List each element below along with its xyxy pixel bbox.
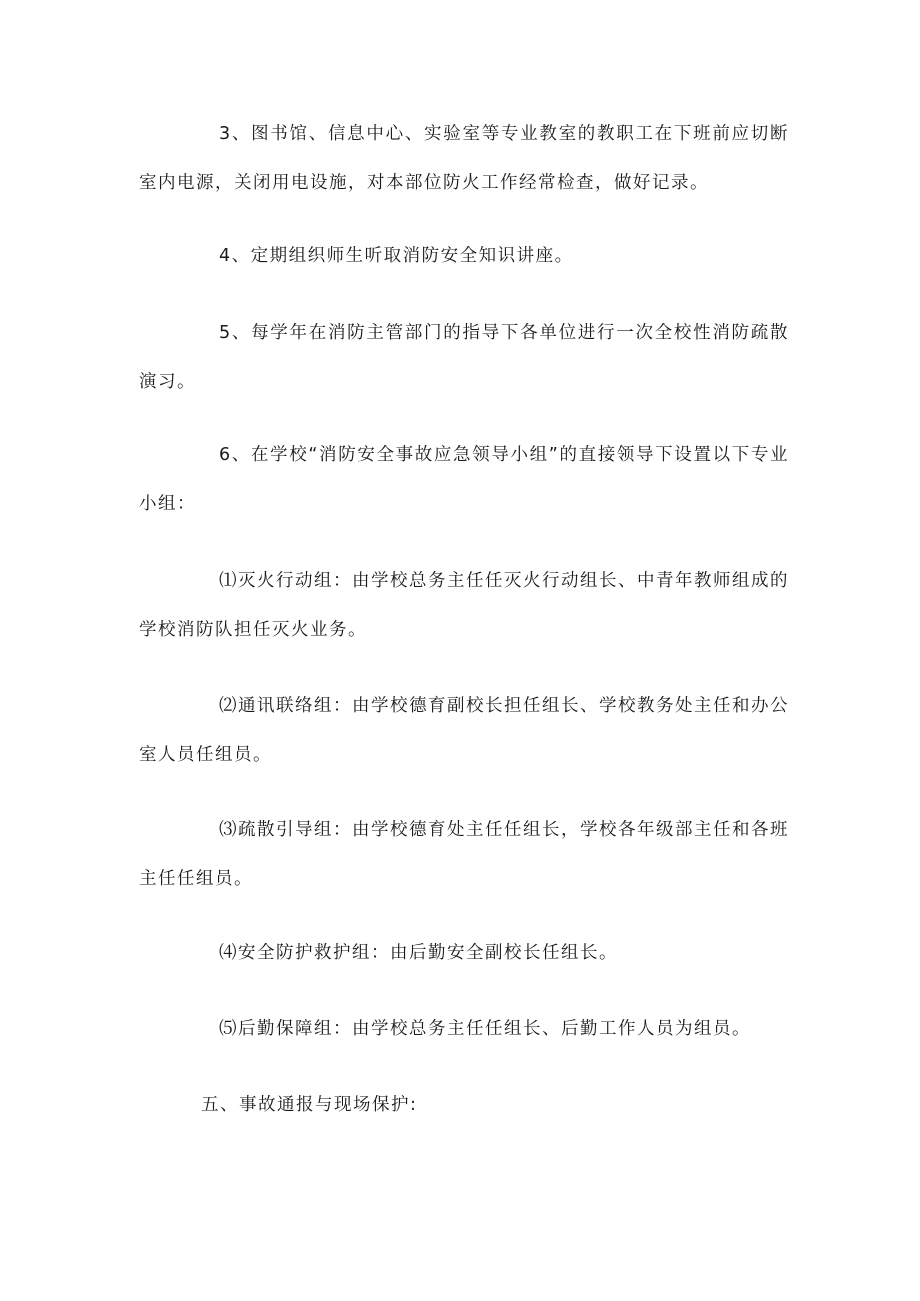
paragraph-group-3: ⑶疏散引导组：由学校德育处主任任组长，学校各年级部主任和各班主任任组员。 xyxy=(139,820,789,889)
section-heading: 五、事故通报与现场保护: xyxy=(201,1095,418,1115)
paragraph-group-2: ⑵通讯联络组：由学校德育副校长担任组长、学校教务处主任和办公室人员任组员。 xyxy=(139,696,789,765)
paragraph-item-4: 4、定期组织师生听取消防安全知识讲座。 xyxy=(219,246,574,266)
paragraph-group-5: ⑸后勤保障组：由学校总务主任任组长、后勤工作人员为组员。 xyxy=(219,1019,751,1039)
paragraph-group-1: ⑴灭火行动组：由学校总务主任任灭火行动组长、中青年教师组成的学校消防队担任灭火业务。 xyxy=(139,571,789,640)
paragraph-group-4: ⑷安全防护救护组：由后勤安全副校长任组长。 xyxy=(219,943,618,963)
paragraph-item-3: 3、图书馆、信息中心、实验室等专业教室的教职工在下班前应切断室内电源，关闭用电设施，对本部位防火工作经常检查，做好记录。 xyxy=(139,124,789,193)
paragraph-item-5: 5、每学年在消防主管部门的指导下各单位进行一次全校性消防疏散演习。 xyxy=(139,323,789,392)
paragraph-item-6: 6、在学校“消防安全事故应急领导小组”的直接领导下设置以下专业小组： xyxy=(139,445,789,514)
